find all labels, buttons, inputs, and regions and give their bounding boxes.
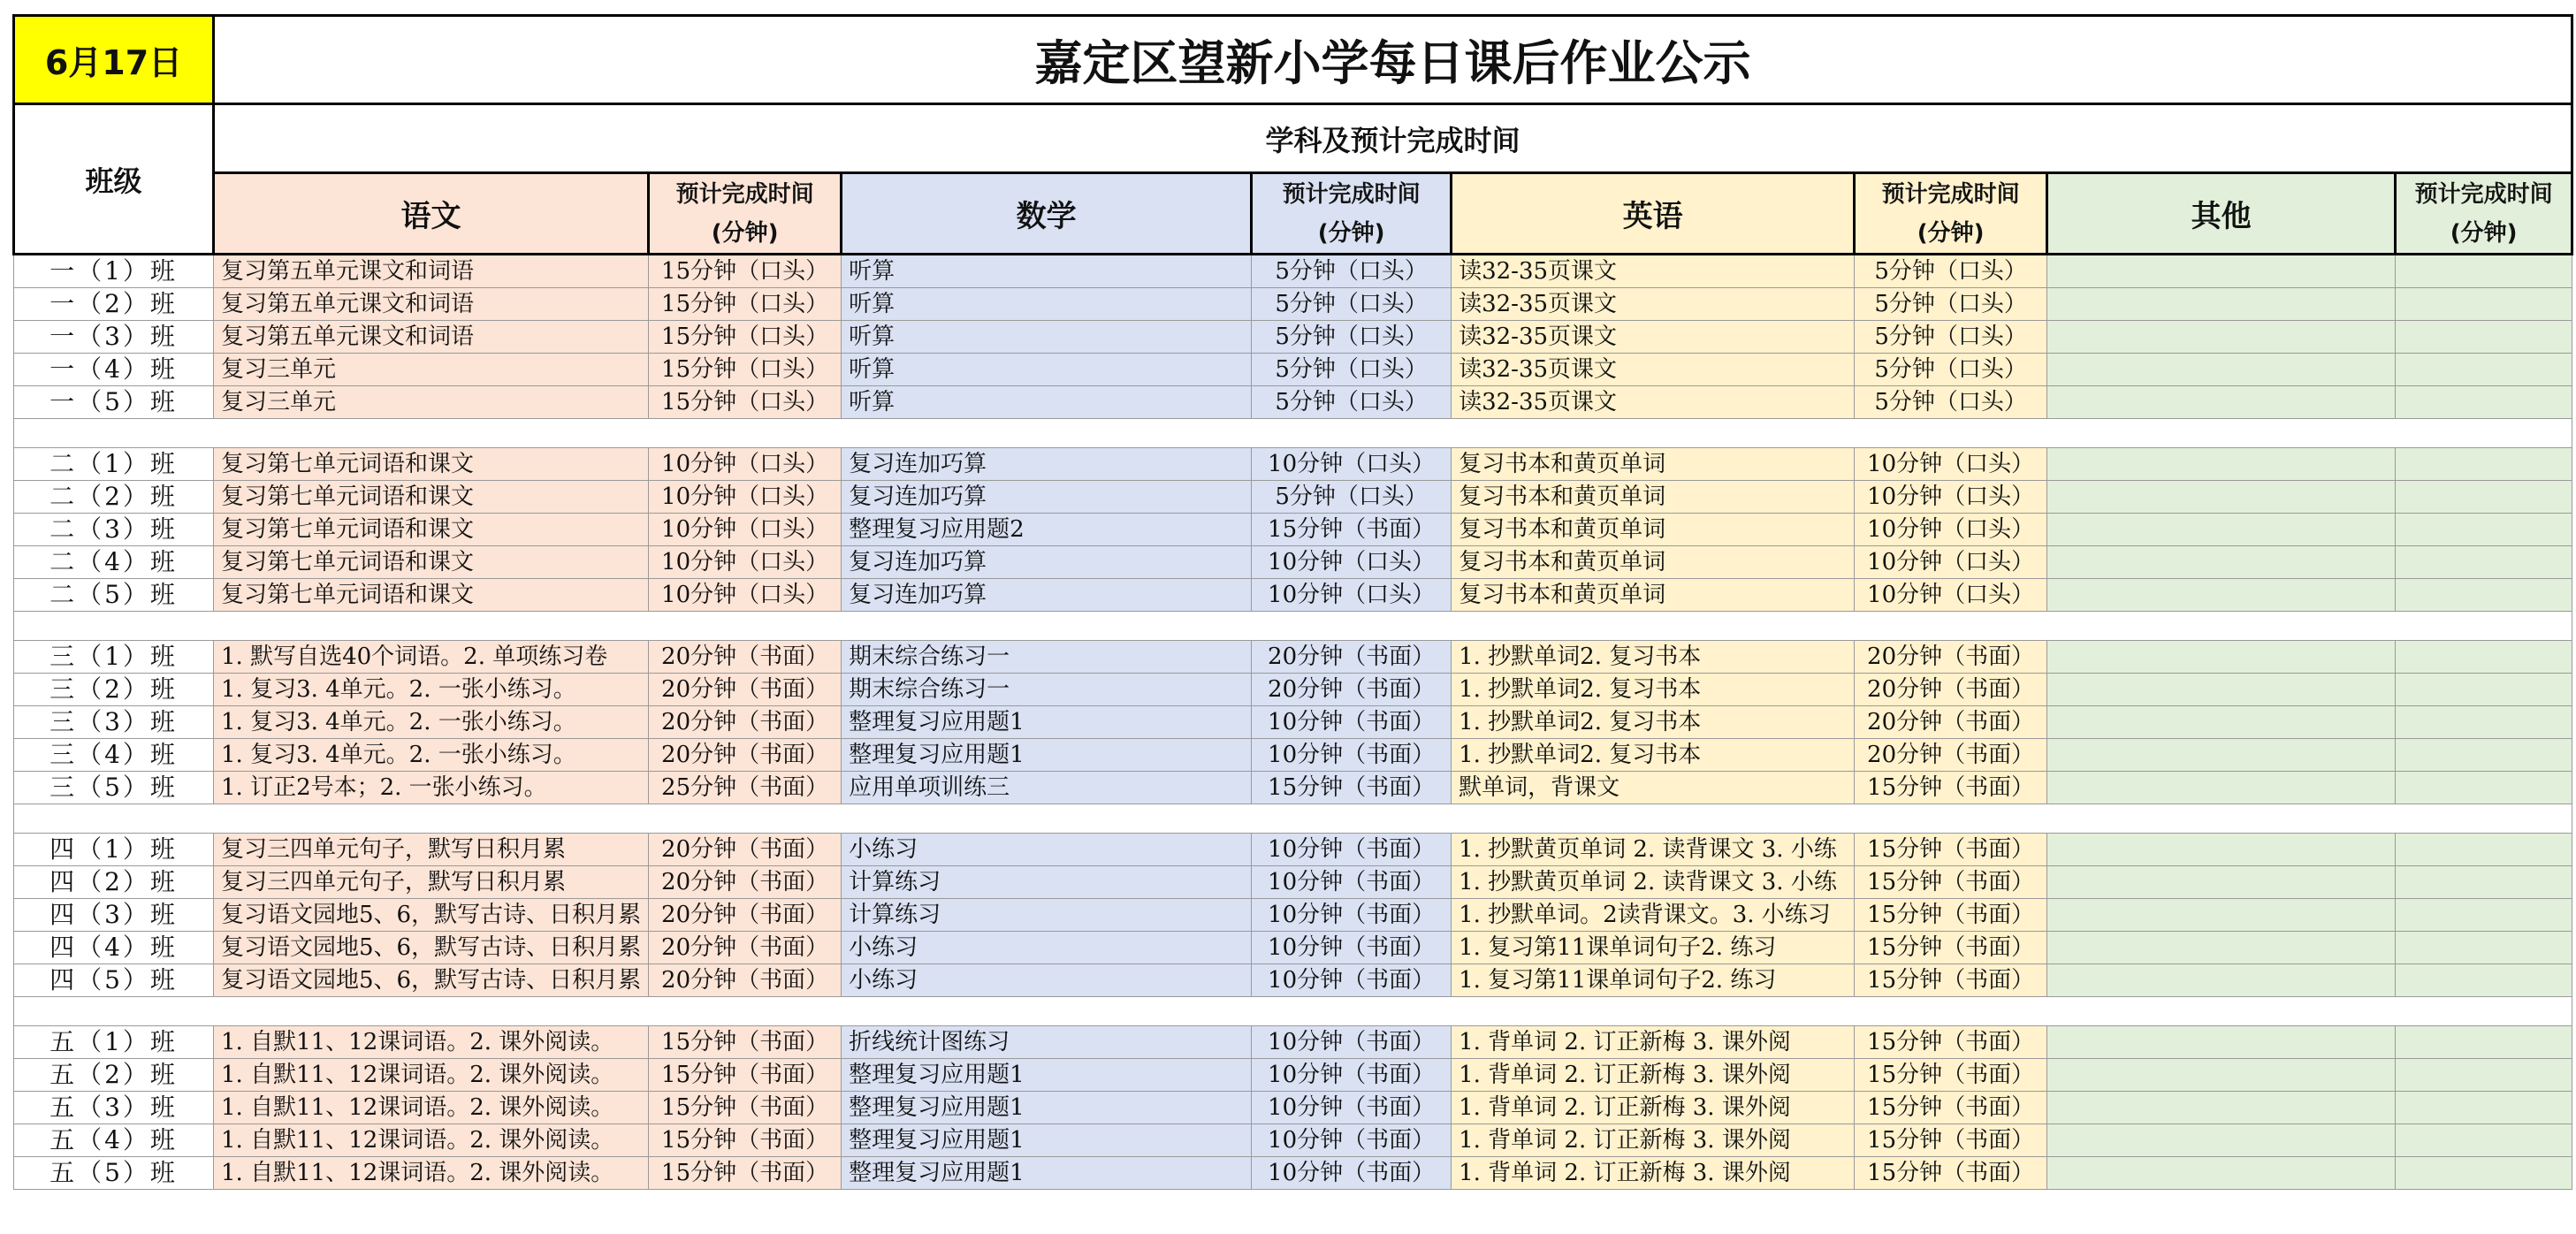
other-time-cell[interactable] <box>2396 514 2572 546</box>
chinese-time-cell[interactable]: 15分钟（口头） <box>649 386 842 419</box>
english-time-cell[interactable]: 15分钟（书面） <box>1855 866 2047 899</box>
other-homework-cell[interactable] <box>2047 1124 2396 1157</box>
other-time-cell[interactable] <box>2396 1026 2572 1059</box>
math-homework-cell[interactable]: 复习连加巧算 <box>842 448 1252 481</box>
time-header-other[interactable] <box>2396 173 2572 255</box>
table-row <box>14 1157 2572 1190</box>
math-time-cell[interactable]: 5分钟（口头） <box>1252 354 1452 386</box>
other-homework-cell[interactable] <box>2047 321 2396 354</box>
other-time-cell[interactable] <box>2396 481 2572 514</box>
table-row <box>14 546 2572 579</box>
math-time-cell[interactable]: 5分钟（口头） <box>1252 481 1452 514</box>
table-row <box>14 899 2572 932</box>
english-time-cell[interactable]: 15分钟（书面） <box>1855 964 2047 997</box>
group-spacer-row <box>14 804 2572 834</box>
english-time-cell[interactable]: 15分钟（书面） <box>1855 1059 2047 1092</box>
chinese-homework-cell[interactable]: 复习三四单元句子，默写日积月累 <box>214 866 649 899</box>
class-cell[interactable]: 三（5）班 <box>14 772 214 804</box>
class-cell[interactable]: 四（3）班 <box>14 899 214 932</box>
english-time-cell[interactable]: 10分钟（口头） <box>1855 481 2047 514</box>
english-time-cell[interactable]: 15分钟（书面） <box>1855 834 2047 866</box>
table-row <box>14 772 2572 804</box>
other-time-cell[interactable] <box>2396 739 2572 772</box>
english-time-cell[interactable]: 5分钟（口头） <box>1855 321 2047 354</box>
chinese-homework-cell[interactable]: 1. 复习3. 4单元。2. 一张小练习。 <box>214 674 649 706</box>
other-time-cell[interactable] <box>2396 964 2572 997</box>
class-cell[interactable]: 五（2）班 <box>14 1059 214 1092</box>
math-homework-cell[interactable]: 听算 <box>842 321 1252 354</box>
chinese-time-cell[interactable]: 10分钟（口头） <box>649 481 842 514</box>
other-homework-cell[interactable] <box>2047 546 2396 579</box>
math-homework-cell[interactable]: 小练习 <box>842 932 1252 964</box>
english-homework-cell[interactable]: 读32-35页课文 <box>1452 386 1855 419</box>
table-row <box>14 1092 2572 1124</box>
english-homework-cell[interactable]: 1. 抄默单词。2读背课文。3. 小练习 <box>1452 899 1855 932</box>
english-time-cell[interactable]: 10分钟（口头） <box>1855 448 2047 481</box>
chinese-time-cell[interactable]: 15分钟（书面） <box>649 1157 842 1190</box>
homework-table <box>12 14 2573 1190</box>
english-time-cell[interactable]: 5分钟（口头） <box>1855 255 2047 288</box>
chinese-homework-cell[interactable]: 复习三单元 <box>214 354 649 386</box>
chinese-time-cell[interactable]: 20分钟（书面） <box>649 739 842 772</box>
english-homework-cell[interactable]: 读32-35页课文 <box>1452 354 1855 386</box>
math-time-cell[interactable]: 5分钟（口头） <box>1252 386 1452 419</box>
math-time-cell[interactable]: 5分钟（口头） <box>1252 321 1452 354</box>
time-header-line2: (分钟) <box>1917 219 1985 247</box>
chinese-time-cell[interactable]: 20分钟（书面） <box>649 674 842 706</box>
table-row <box>14 739 2572 772</box>
chinese-time-cell[interactable]: 20分钟（书面） <box>649 834 842 866</box>
chinese-time-cell[interactable]: 15分钟（口头） <box>649 255 842 288</box>
class-cell[interactable]: 三（1）班 <box>14 641 214 674</box>
other-time-cell[interactable] <box>2396 1157 2572 1190</box>
english-homework-cell[interactable]: 复习书本和黄页单词 <box>1452 546 1855 579</box>
math-homework-cell[interactable]: 复习连加巧算 <box>842 546 1252 579</box>
other-homework-cell[interactable] <box>2047 255 2396 288</box>
math-time-cell[interactable]: 15分钟（书面） <box>1252 772 1452 804</box>
chinese-homework-cell[interactable]: 复习第五单元课文和词语 <box>214 321 649 354</box>
math-homework-cell[interactable]: 听算 <box>842 386 1252 419</box>
other-homework-cell[interactable] <box>2047 288 2396 321</box>
group-spacer-cell <box>14 419 2572 448</box>
chinese-homework-cell[interactable]: 复习语文园地5、6，默写古诗、日积月累 <box>214 899 649 932</box>
other-time-cell[interactable] <box>2396 899 2572 932</box>
chinese-homework-cell[interactable]: 1. 自默11、12课词语。2. 课外阅读。 <box>214 1092 649 1124</box>
math-time-cell[interactable]: 20分钟（书面） <box>1252 674 1452 706</box>
other-homework-cell[interactable] <box>2047 354 2396 386</box>
math-time-cell[interactable]: 15分钟（书面） <box>1252 514 1452 546</box>
math-homework-cell[interactable]: 小练习 <box>842 964 1252 997</box>
math-homework-cell[interactable]: 期末综合练习一 <box>842 641 1252 674</box>
class-cell[interactable]: 一（2）班 <box>14 288 214 321</box>
table-row <box>14 1124 2572 1157</box>
class-cell[interactable]: 五（3）班 <box>14 1092 214 1124</box>
math-homework-cell[interactable]: 整理复习应用题2 <box>842 514 1252 546</box>
other-homework-cell[interactable] <box>2047 866 2396 899</box>
math-time-cell[interactable]: 10分钟（书面） <box>1252 1092 1452 1124</box>
english-time-cell[interactable]: 5分钟（口头） <box>1855 386 2047 419</box>
chinese-time-cell[interactable]: 20分钟（书面） <box>649 706 842 739</box>
time-header-math[interactable] <box>1252 173 1452 255</box>
other-homework-cell[interactable] <box>2047 641 2396 674</box>
class-cell[interactable]: 一（3）班 <box>14 321 214 354</box>
other-time-cell[interactable] <box>2396 641 2572 674</box>
table-row <box>14 834 2572 866</box>
chinese-homework-cell[interactable]: 复习第五单元课文和词语 <box>214 288 649 321</box>
chinese-time-cell[interactable]: 10分钟（口头） <box>649 514 842 546</box>
chinese-homework-cell[interactable]: 1. 自默11、12课词语。2. 课外阅读。 <box>214 1026 649 1059</box>
chinese-time-cell[interactable]: 15分钟（书面） <box>649 1026 842 1059</box>
math-homework-cell[interactable]: 整理复习应用题1 <box>842 1059 1252 1092</box>
table-row <box>14 288 2572 321</box>
time-header-english[interactable] <box>1855 173 2047 255</box>
time-header-chinese[interactable] <box>649 173 842 255</box>
math-time-cell[interactable]: 10分钟（书面） <box>1252 932 1452 964</box>
math-homework-cell[interactable]: 听算 <box>842 255 1252 288</box>
math-time-cell[interactable]: 10分钟（书面） <box>1252 899 1452 932</box>
class-cell[interactable]: 三（4）班 <box>14 739 214 772</box>
chinese-time-cell[interactable]: 15分钟（书面） <box>649 1059 842 1092</box>
english-time-cell[interactable]: 15分钟（书面） <box>1855 1157 2047 1190</box>
table-row <box>14 481 2572 514</box>
math-time-cell[interactable]: 10分钟（书面） <box>1252 1059 1452 1092</box>
math-homework-cell[interactable]: 期末综合练习一 <box>842 674 1252 706</box>
english-homework-cell[interactable]: 读32-35页课文 <box>1452 255 1855 288</box>
time-header-line1: 预计完成时间 <box>675 180 814 208</box>
english-homework-cell[interactable]: 1. 背单词 2. 订正新梅 3. 课外阅 <box>1452 1092 1855 1124</box>
other-homework-cell[interactable] <box>2047 932 2396 964</box>
english-homework-cell[interactable]: 复习书本和黄页单词 <box>1452 448 1855 481</box>
math-homework-cell[interactable]: 整理复习应用题1 <box>842 1092 1252 1124</box>
english-homework-cell[interactable]: 默单词，背课文 <box>1452 772 1855 804</box>
other-homework-cell[interactable] <box>2047 1092 2396 1124</box>
other-homework-cell[interactable] <box>2047 964 2396 997</box>
other-homework-cell[interactable] <box>2047 674 2396 706</box>
math-time-cell[interactable]: 20分钟（书面） <box>1252 641 1452 674</box>
math-homework-cell[interactable]: 复习连加巧算 <box>842 579 1252 612</box>
other-homework-cell[interactable] <box>2047 448 2396 481</box>
class-column-header[interactable]: 班级 <box>14 104 214 255</box>
chinese-time-cell[interactable]: 15分钟（书面） <box>649 1092 842 1124</box>
subject-header-english[interactable]: 英语 <box>1452 173 1855 255</box>
english-time-cell[interactable]: 10分钟（口头） <box>1855 579 2047 612</box>
chinese-homework-cell[interactable]: 复习第七单元词语和课文 <box>214 481 649 514</box>
class-cell[interactable]: 五（4）班 <box>14 1124 214 1157</box>
math-homework-cell[interactable]: 整理复习应用题1 <box>842 706 1252 739</box>
subjects-group-header: 学科及预计完成时间 <box>214 104 2572 173</box>
class-cell[interactable]: 三（2）班 <box>14 674 214 706</box>
chinese-homework-cell[interactable]: 复习三四单元句子，默写日积月累 <box>214 834 649 866</box>
chinese-homework-cell[interactable]: 复习第七单元词语和课文 <box>214 546 649 579</box>
class-cell[interactable]: 二（1）班 <box>14 448 214 481</box>
math-homework-cell[interactable]: 听算 <box>842 354 1252 386</box>
other-time-cell[interactable] <box>2396 834 2572 866</box>
table-row <box>14 255 2572 288</box>
english-homework-cell[interactable]: 1. 复习第11课单词句子2. 练习 <box>1452 932 1855 964</box>
chinese-time-cell[interactable]: 15分钟（口头） <box>649 354 842 386</box>
chinese-homework-cell[interactable]: 1. 复习3. 4单元。2. 一张小练习。 <box>214 706 649 739</box>
english-homework-cell[interactable]: 复习书本和黄页单词 <box>1452 481 1855 514</box>
group-spacer-row <box>14 997 2572 1026</box>
other-time-cell[interactable] <box>2396 354 2572 386</box>
table-row <box>14 354 2572 386</box>
other-time-cell[interactable] <box>2396 1092 2572 1124</box>
english-homework-cell[interactable]: 1. 背单词 2. 订正新梅 3. 课外阅 <box>1452 1124 1855 1157</box>
time-header-line2: (分钟) <box>711 219 779 247</box>
table-row <box>14 386 2572 419</box>
english-time-cell[interactable]: 20分钟（书面） <box>1855 739 2047 772</box>
other-time-cell[interactable] <box>2396 579 2572 612</box>
other-time-cell[interactable] <box>2396 706 2572 739</box>
table-row <box>14 866 2572 899</box>
chinese-time-cell[interactable]: 25分钟（书面） <box>649 772 842 804</box>
subject-header-other[interactable]: 其他 <box>2047 173 2396 255</box>
math-time-cell[interactable]: 10分钟（口头） <box>1252 546 1452 579</box>
other-homework-cell[interactable] <box>2047 514 2396 546</box>
page-title: 嘉定区望新小学每日课后作业公示 <box>214 16 2572 104</box>
group-spacer-row <box>14 419 2572 448</box>
other-time-cell[interactable] <box>2396 932 2572 964</box>
class-cell[interactable]: 五（5）班 <box>14 1157 214 1190</box>
other-homework-cell[interactable] <box>2047 706 2396 739</box>
chinese-homework-cell[interactable]: 复习语文园地5、6，默写古诗、日积月累 <box>214 964 649 997</box>
other-homework-cell[interactable] <box>2047 1157 2396 1190</box>
class-cell[interactable]: 二（5）班 <box>14 579 214 612</box>
english-homework-cell[interactable]: 1. 抄默黄页单词 2. 读背课文 3. 小练 <box>1452 834 1855 866</box>
chinese-time-cell[interactable]: 20分钟（书面） <box>649 641 842 674</box>
other-time-cell[interactable] <box>2396 386 2572 419</box>
other-time-cell[interactable] <box>2396 1059 2572 1092</box>
other-time-cell[interactable] <box>2396 448 2572 481</box>
chinese-time-cell[interactable]: 10分钟（口头） <box>649 579 842 612</box>
english-time-cell[interactable]: 20分钟（书面） <box>1855 674 2047 706</box>
class-cell[interactable]: 二（2）班 <box>14 481 214 514</box>
english-time-cell[interactable]: 20分钟（书面） <box>1855 641 2047 674</box>
math-homework-cell[interactable]: 小练习 <box>842 834 1252 866</box>
group-spacer-row <box>14 612 2572 641</box>
date-cell[interactable]: 6月17日 <box>14 16 214 104</box>
english-homework-cell[interactable]: 读32-35页课文 <box>1452 288 1855 321</box>
math-time-cell[interactable]: 10分钟（书面） <box>1252 1124 1452 1157</box>
chinese-time-cell[interactable]: 10分钟（口头） <box>649 546 842 579</box>
math-homework-cell[interactable]: 折线统计图练习 <box>842 1026 1252 1059</box>
other-homework-cell[interactable] <box>2047 834 2396 866</box>
class-cell[interactable]: 一（5）班 <box>14 386 214 419</box>
math-homework-cell[interactable]: 复习连加巧算 <box>842 481 1252 514</box>
english-homework-cell[interactable]: 1. 复习第11课单词句子2. 练习 <box>1452 964 1855 997</box>
english-homework-cell[interactable]: 复习书本和黄页单词 <box>1452 579 1855 612</box>
chinese-time-cell[interactable]: 15分钟（口头） <box>649 321 842 354</box>
english-homework-cell[interactable]: 复习书本和黄页单词 <box>1452 514 1855 546</box>
english-time-cell[interactable]: 15分钟（书面） <box>1855 1026 2047 1059</box>
english-homework-cell[interactable]: 1. 抄默单词2. 复习书本 <box>1452 641 1855 674</box>
chinese-homework-cell[interactable]: 复习第五单元课文和词语 <box>214 255 649 288</box>
class-cell[interactable]: 四（5）班 <box>14 964 214 997</box>
chinese-time-cell[interactable]: 20分钟（书面） <box>649 932 842 964</box>
english-homework-cell[interactable]: 1. 抄默黄页单词 2. 读背课文 3. 小练 <box>1452 866 1855 899</box>
table-row <box>14 706 2572 739</box>
math-homework-cell[interactable]: 应用单项训练三 <box>842 772 1252 804</box>
time-header-line2: (分钟) <box>2450 219 2518 247</box>
table-row <box>14 1026 2572 1059</box>
chinese-time-cell[interactable]: 10分钟（口头） <box>649 448 842 481</box>
group-spacer-cell <box>14 612 2572 641</box>
table-row <box>14 514 2572 546</box>
math-time-cell[interactable]: 5分钟（口头） <box>1252 255 1452 288</box>
math-homework-cell[interactable]: 整理复习应用题1 <box>842 1124 1252 1157</box>
other-time-cell[interactable] <box>2396 1124 2572 1157</box>
other-time-cell[interactable] <box>2396 772 2572 804</box>
english-homework-cell[interactable]: 1. 抄默单词2. 复习书本 <box>1452 739 1855 772</box>
english-time-cell[interactable]: 20分钟（书面） <box>1855 706 2047 739</box>
english-homework-cell[interactable]: 1. 抄默单词2. 复习书本 <box>1452 674 1855 706</box>
chinese-homework-cell[interactable]: 1. 复习3. 4单元。2. 一张小练习。 <box>214 739 649 772</box>
english-time-cell[interactable]: 15分钟（书面） <box>1855 772 2047 804</box>
chinese-homework-cell[interactable]: 1. 自默11、12课词语。2. 课外阅读。 <box>214 1124 649 1157</box>
english-homework-cell[interactable]: 1. 背单词 2. 订正新梅 3. 课外阅 <box>1452 1157 1855 1190</box>
math-time-cell[interactable]: 10分钟（口头） <box>1252 579 1452 612</box>
group-spacer-cell <box>14 997 2572 1026</box>
class-cell[interactable]: 二（4）班 <box>14 546 214 579</box>
table-row <box>14 321 2572 354</box>
other-time-cell[interactable] <box>2396 321 2572 354</box>
chinese-homework-cell[interactable]: 复习第七单元词语和课文 <box>214 448 649 481</box>
math-homework-cell[interactable]: 听算 <box>842 288 1252 321</box>
other-homework-cell[interactable] <box>2047 579 2396 612</box>
table-row <box>14 1059 2572 1092</box>
other-time-cell[interactable] <box>2396 674 2572 706</box>
time-header-line1: 预计完成时间 <box>1282 180 1421 208</box>
table-row <box>14 932 2572 964</box>
other-homework-cell[interactable] <box>2047 386 2396 419</box>
other-time-cell[interactable] <box>2396 546 2572 579</box>
english-homework-cell[interactable]: 读32-35页课文 <box>1452 321 1855 354</box>
other-homework-cell[interactable] <box>2047 739 2396 772</box>
math-time-cell[interactable]: 10分钟（书面） <box>1252 1157 1452 1190</box>
table-row <box>14 964 2572 997</box>
math-time-cell[interactable]: 10分钟（书面） <box>1252 834 1452 866</box>
subject-header-math[interactable]: 数学 <box>842 173 1252 255</box>
english-time-cell[interactable]: 15分钟（书面） <box>1855 1124 2047 1157</box>
math-homework-cell[interactable]: 整理复习应用题1 <box>842 739 1252 772</box>
class-cell[interactable]: 二（3）班 <box>14 514 214 546</box>
class-cell[interactable]: 一（1）班 <box>14 255 214 288</box>
class-cell[interactable]: 五（1）班 <box>14 1026 214 1059</box>
chinese-homework-cell[interactable]: 复习语文园地5、6，默写古诗、日积月累 <box>214 932 649 964</box>
chinese-time-cell[interactable]: 15分钟（口头） <box>649 288 842 321</box>
chinese-homework-cell[interactable]: 1. 自默11、12课词语。2. 课外阅读。 <box>214 1059 649 1092</box>
chinese-homework-cell[interactable]: 复习第七单元词语和课文 <box>214 579 649 612</box>
class-cell[interactable]: 四（2）班 <box>14 866 214 899</box>
other-homework-cell[interactable] <box>2047 1026 2396 1059</box>
chinese-homework-cell[interactable]: 1. 自默11、12课词语。2. 课外阅读。 <box>214 1157 649 1190</box>
chinese-homework-cell[interactable]: 1. 订正2号本；2. 一张小练习。 <box>214 772 649 804</box>
math-time-cell[interactable]: 10分钟（书面） <box>1252 964 1452 997</box>
math-time-cell[interactable]: 5分钟（口头） <box>1252 288 1452 321</box>
other-time-cell[interactable] <box>2396 866 2572 899</box>
english-time-cell[interactable]: 15分钟（书面） <box>1855 932 2047 964</box>
other-homework-cell[interactable] <box>2047 1059 2396 1092</box>
other-homework-cell[interactable] <box>2047 772 2396 804</box>
other-homework-cell[interactable] <box>2047 481 2396 514</box>
time-header-line1: 预计完成时间 <box>1881 180 2020 208</box>
english-homework-cell[interactable]: 1. 背单词 2. 订正新梅 3. 课外阅 <box>1452 1059 1855 1092</box>
table-row <box>14 448 2572 481</box>
english-time-cell[interactable]: 5分钟（口头） <box>1855 354 2047 386</box>
english-homework-cell[interactable]: 1. 背单词 2. 订正新梅 3. 课外阅 <box>1452 1026 1855 1059</box>
class-cell[interactable]: 一（4）班 <box>14 354 214 386</box>
other-homework-cell[interactable] <box>2047 899 2396 932</box>
math-time-cell[interactable]: 10分钟（书面） <box>1252 1026 1452 1059</box>
class-cell[interactable]: 四（1）班 <box>14 834 214 866</box>
table-row <box>14 579 2572 612</box>
chinese-time-cell[interactable]: 20分钟（书面） <box>649 964 842 997</box>
english-time-cell[interactable]: 10分钟（口头） <box>1855 546 2047 579</box>
english-homework-cell[interactable]: 1. 抄默单词2. 复习书本 <box>1452 706 1855 739</box>
chinese-time-cell[interactable]: 20分钟（书面） <box>649 899 842 932</box>
english-time-cell[interactable]: 10分钟（口头） <box>1855 514 2047 546</box>
english-time-cell[interactable]: 15分钟（书面） <box>1855 1092 2047 1124</box>
chinese-homework-cell[interactable]: 1. 默写自选40个词语。2. 单项练习卷 <box>214 641 649 674</box>
chinese-homework-cell[interactable]: 复习三单元 <box>214 386 649 419</box>
table-row <box>14 641 2572 674</box>
class-cell[interactable]: 四（4）班 <box>14 932 214 964</box>
subject-header-chinese[interactable]: 语文 <box>214 173 649 255</box>
english-time-cell[interactable]: 15分钟（书面） <box>1855 899 2047 932</box>
english-time-cell[interactable]: 5分钟（口头） <box>1855 288 2047 321</box>
group-spacer-cell <box>14 804 2572 834</box>
math-homework-cell[interactable]: 计算练习 <box>842 899 1252 932</box>
table-row <box>14 674 2572 706</box>
chinese-homework-cell[interactable]: 复习第七单元词语和课文 <box>214 514 649 546</box>
math-time-cell[interactable]: 10分钟（书面） <box>1252 866 1452 899</box>
math-homework-cell[interactable]: 计算练习 <box>842 866 1252 899</box>
chinese-time-cell[interactable]: 15分钟（书面） <box>649 1124 842 1157</box>
math-time-cell[interactable]: 10分钟（书面） <box>1252 706 1452 739</box>
other-time-cell[interactable] <box>2396 255 2572 288</box>
math-time-cell[interactable]: 10分钟（口头） <box>1252 448 1452 481</box>
math-time-cell[interactable]: 10分钟（书面） <box>1252 739 1452 772</box>
chinese-time-cell[interactable]: 20分钟（书面） <box>649 866 842 899</box>
class-cell[interactable]: 三（3）班 <box>14 706 214 739</box>
time-header-line2: (分钟) <box>1317 219 1385 247</box>
other-time-cell[interactable] <box>2396 288 2572 321</box>
math-homework-cell[interactable]: 整理复习应用题1 <box>842 1157 1252 1190</box>
time-header-line1: 预计完成时间 <box>2414 180 2553 208</box>
